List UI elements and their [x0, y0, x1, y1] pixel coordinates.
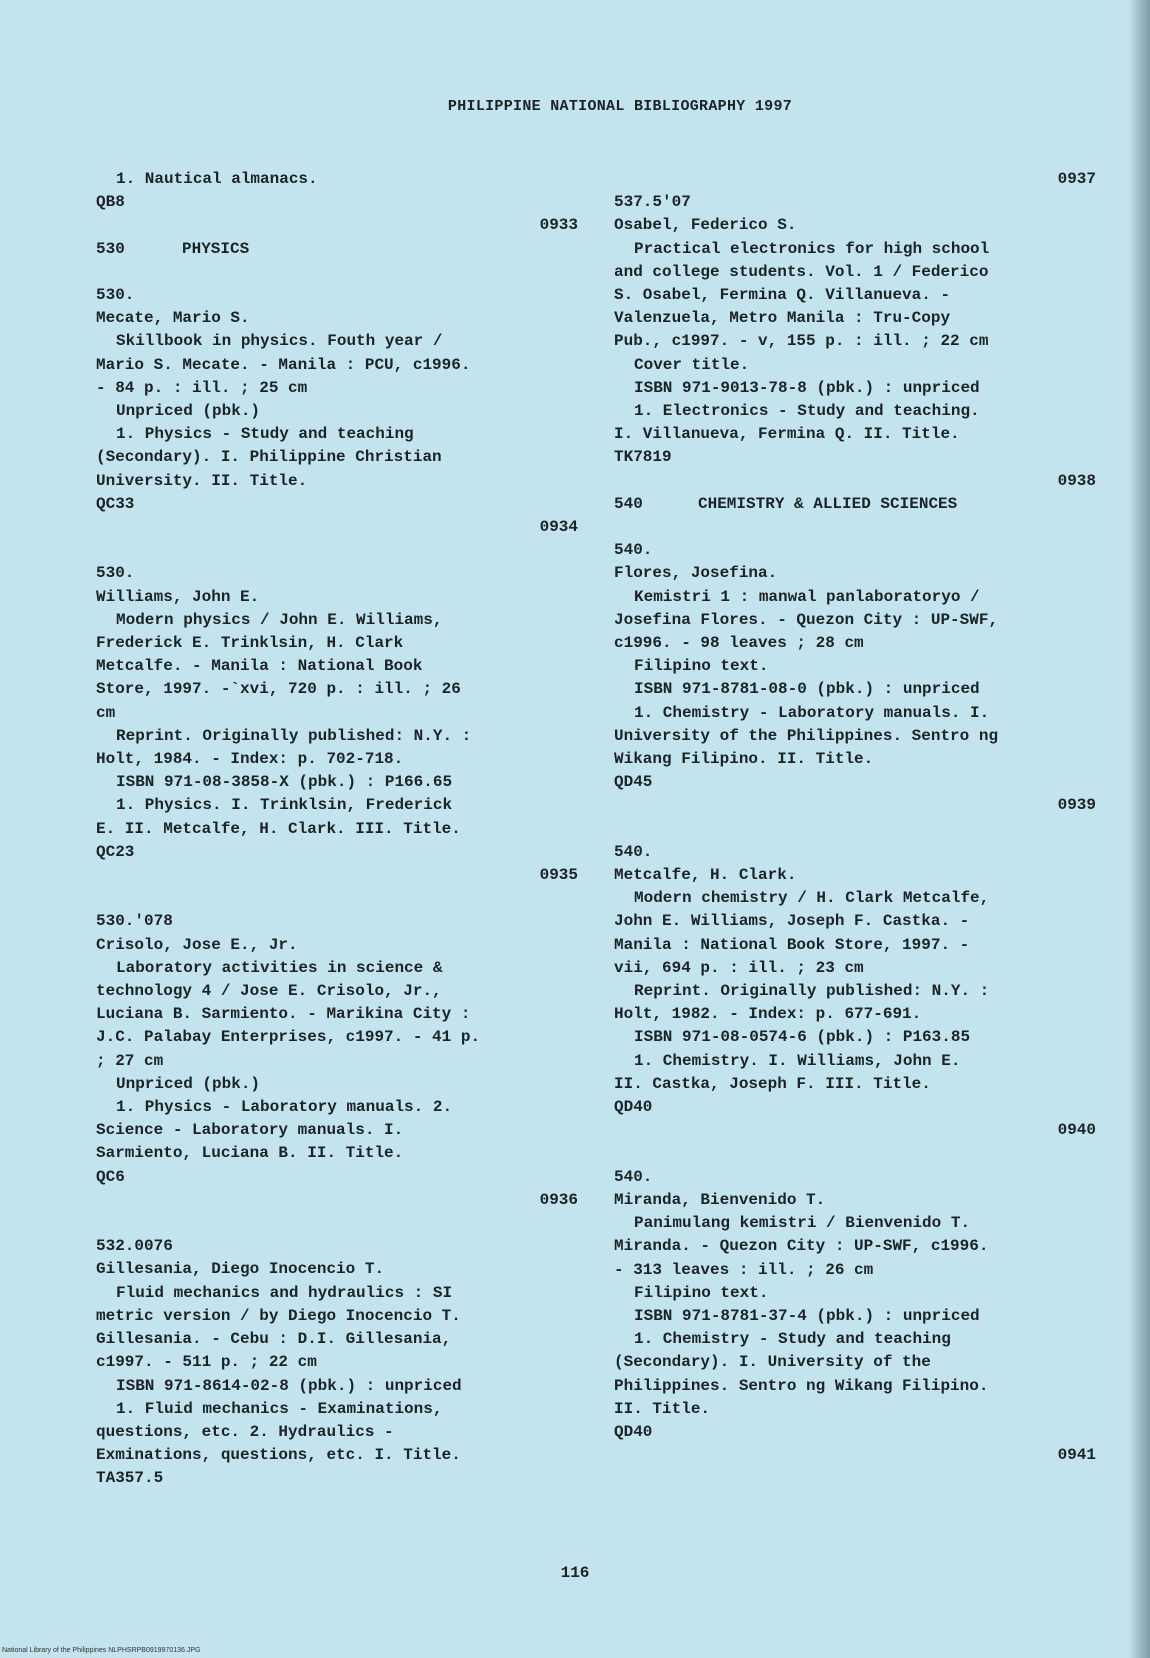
entry-number: 0935	[539, 866, 578, 885]
entry-line: Mario S. Mecate. - Manila : PCU, c1996.	[96, 355, 471, 374]
entry-line: University of the Philippines. Sentro ng	[614, 726, 999, 745]
entry-line: Laboratory activities in science &	[116, 958, 443, 977]
entry-line: Valenzuela, Metro Manila : Tru-Copy	[614, 309, 951, 328]
entry-line: QD40	[614, 1422, 653, 1441]
left-column	[96, 168, 578, 1491]
entry-line: metric version / by Diego Inocencio T.	[96, 1306, 461, 1325]
section-number: 530	[96, 239, 125, 258]
entry-line: Modern physics / John E. Williams,	[116, 610, 443, 629]
entry-line: ; 27 cm	[96, 1051, 164, 1070]
entry-line: Holt, 1982. - Index: p. 677-691.	[614, 1005, 922, 1024]
entry-line: Filipino text.	[634, 1283, 769, 1302]
entry-line: cm	[96, 703, 116, 722]
entry-line: John E. Williams, Joseph F. Castka. -	[614, 912, 970, 931]
section-number: 540	[614, 494, 643, 513]
entry-line: Gillesania, Diego Inocencio T.	[96, 1260, 385, 1279]
entry-line: Fluid mechanics and hydraulics : SI	[116, 1283, 453, 1302]
entry-line: QC6	[96, 1167, 125, 1186]
entry-line: Cover title.	[634, 355, 750, 374]
entry-line: 530.	[96, 286, 135, 304]
entry-line: 1. Chemistry - Laboratory manuals. I.	[634, 703, 990, 722]
entry-line: Miranda, Bienvenido T.	[614, 1190, 826, 1209]
entry-line: 1. Physics. I. Trinklsin, Frederick	[116, 796, 453, 815]
entry-line: University. II. Title.	[96, 471, 308, 490]
entry-line: 532.0076	[96, 1237, 173, 1256]
entry-line: ISBN 971-8614-02-8 (pbk.) : unpriced	[116, 1376, 462, 1395]
entry-line: 1. Physics - Study and teaching	[116, 425, 414, 444]
entry-line: Manila : National Book Store, 1997. -	[614, 935, 970, 954]
entry-line: 530.'078	[96, 912, 173, 931]
entry-line: Modern chemistry / H. Clark Metcalfe,	[634, 889, 990, 908]
entry-number: 0936	[539, 1190, 578, 1209]
entry-line: Reprint. Originally published: N.Y. :	[116, 726, 472, 745]
entry-line: ISBN 971-9013-78-8 (pbk.) : unpriced	[634, 378, 980, 397]
entry-line: 1. Electronics - Study and teaching.	[634, 402, 980, 421]
entry-line: QD45	[614, 773, 653, 792]
entry-line: (Secondary). I. Philippine Christian	[96, 448, 442, 467]
entry-line: Pub., c1997. - v, 155 p. : ill. ; 22 cm	[614, 332, 989, 351]
entry-number: 0940	[1057, 1121, 1096, 1140]
entry-line: Filipino text.	[634, 657, 769, 676]
section-title: PHYSICS	[182, 239, 250, 258]
entry-line: Miranda. - Quezon City : UP-SWF, c1996.	[614, 1237, 989, 1256]
entry-number: 0938	[1057, 471, 1096, 490]
entry-line: - 84 p. : ill. ; 25 cm	[96, 378, 308, 397]
entry-line: Williams, John E.	[96, 587, 260, 606]
entry-line: 540.	[614, 842, 653, 861]
entry-line: E. II. Metcalfe, H. Clark. III. Title.	[96, 819, 461, 838]
entry-line: 1. Fluid mechanics - Examinations,	[116, 1399, 443, 1418]
entry-number: 0939	[1057, 796, 1096, 815]
scan-footer: National Library of the Philippines NLPHSRPB0919970136.JPG	[2, 1647, 201, 1654]
entry-line: QB8	[96, 193, 125, 212]
entry-line: I. Villanueva, Fermina Q. II. Title.	[614, 425, 960, 444]
entry-line: c1996. - 98 leaves ; 28 cm	[614, 634, 864, 653]
spacer	[614, 818, 1096, 841]
entry-line: c1997. - 511 p. ; 22 cm	[96, 1353, 317, 1372]
entry-line: Mecate, Mario S.	[96, 309, 250, 328]
entry-line: Wikang Filipino. II. Title.	[614, 750, 874, 769]
entry-line: Panimulang kemistri / Bienvenido T.	[634, 1214, 971, 1233]
entry-line: QC23	[96, 842, 135, 861]
entry-line: Josefina Flores. - Quezon City : UP-SWF,	[614, 610, 999, 629]
spacer	[96, 261, 578, 284]
entry-line: Philippines. Sentro ng Wikang Filipino.	[614, 1376, 989, 1395]
entry-number: 0934	[539, 518, 578, 537]
entry-line: ISBN 971-08-0574-6 (pbk.) : P163.85	[634, 1028, 971, 1047]
entry-line: Sarmiento, Luciana B. II. Title.	[96, 1144, 404, 1163]
entry-line: and college students. Vol. 1 / Federico	[614, 262, 989, 281]
entry-line: - 313 leaves : ill. ; 26 cm	[614, 1260, 874, 1279]
entry-line: technology 4 / Jose E. Crisolo, Jr.,	[96, 982, 442, 1001]
entry-line: Luciana B. Sarmiento. - Marikina City :	[96, 1005, 471, 1024]
spacer	[614, 1143, 1096, 1166]
entry-line: Crisolo, Jose E., Jr.	[96, 935, 298, 954]
entry-line: 1. Physics - Laboratory manuals. 2.	[116, 1098, 453, 1117]
entry-line: ISBN 971-8781-37-4 (pbk.) : unpriced	[634, 1306, 980, 1325]
entry-line: (Secondary). I. University of the	[614, 1353, 931, 1372]
entry-line: QC33	[96, 494, 135, 513]
entry-line: J.C. Palabay Enterprises, c1997. - 41 p.	[96, 1028, 481, 1047]
entry-line: 1. Chemistry. I. Williams, John E.	[634, 1051, 961, 1070]
entry-line: questions, etc. 2. Hydraulics -	[96, 1422, 394, 1441]
section-title: CHEMISTRY & ALLIED SCIENCES	[698, 494, 958, 513]
entry-line: 540.	[614, 541, 653, 560]
entry-line: 537.5'07	[614, 193, 691, 212]
entry-line: 530.	[96, 564, 135, 583]
entry-line: Frederick E. Trinklsin, H. Clark	[96, 634, 404, 653]
entry-line: 1. Chemistry - Study and teaching	[634, 1330, 951, 1349]
right-column	[614, 168, 1096, 1467]
entry-line: II. Title.	[614, 1399, 711, 1418]
section-heading	[96, 238, 578, 261]
entry-line: 540.	[614, 1167, 653, 1186]
entry-line: Practical electronics for high school	[634, 239, 990, 258]
entry-line: ISBN 971-08-3858-X (pbk.) : P166.65	[116, 773, 453, 792]
entry-line: Store, 1997. -`xvi, 720 p. : ill. ; 26	[96, 680, 461, 699]
entry-line: II. Castka, Joseph F. III. Title.	[614, 1074, 931, 1093]
entry-line: Flores, Josefina.	[614, 564, 778, 583]
entry-line: Kemistri 1 : manwal panlaboratoryo /	[634, 587, 980, 606]
entry-line: QD40	[614, 1098, 653, 1117]
entry-line: Unpriced (pbk.)	[116, 1074, 261, 1093]
entry-line: vii, 694 p. : ill. ; 23 cm	[614, 958, 864, 977]
page-header: PHILIPPINE NATIONAL BIBLIOGRAPHY 1997	[447, 98, 793, 115]
entry-line: Metcalfe. - Manila : National Book	[96, 657, 423, 676]
entry-line: 1. Nautical almanacs.	[116, 170, 318, 188]
entry-line: Skillbook in physics. Fouth year /	[116, 332, 443, 351]
entry-line: Science - Laboratory manuals. I.	[96, 1121, 404, 1140]
entry-line: Osabel, Federico S.	[614, 216, 797, 235]
entry-line: Reprint. Originally published: N.Y. :	[634, 982, 990, 1001]
page-number: 116	[560, 1564, 590, 1582]
entry-number: 0933	[539, 216, 578, 235]
spacer	[96, 1212, 578, 1235]
entry-line: Metcalfe, H. Clark.	[614, 866, 797, 885]
entry-line: Exminations, questions, etc. I. Title.	[96, 1446, 461, 1465]
entry-line: ISBN 971-8781-08-0 (pbk.) : unpriced	[634, 680, 980, 699]
page-edge-shadow	[1128, 0, 1150, 1658]
spacer	[96, 887, 578, 910]
entry-number: 0937	[1057, 170, 1096, 188]
spacer	[614, 516, 1096, 539]
entry-line: Unpriced (pbk.)	[116, 402, 261, 421]
entry-line: TK7819	[614, 448, 672, 467]
section-heading	[614, 493, 1096, 516]
entry-line: S. Osabel, Fermina Q. Villanueva. -	[614, 286, 951, 305]
spacer	[96, 539, 578, 562]
entry-number: 0941	[1057, 1446, 1096, 1465]
entry-line: TA357.5	[96, 1469, 164, 1488]
entry-line: Holt, 1984. - Index: p. 702-718.	[96, 750, 404, 769]
entry-line: Gillesania. - Cebu : D.I. Gillesania,	[96, 1330, 452, 1349]
